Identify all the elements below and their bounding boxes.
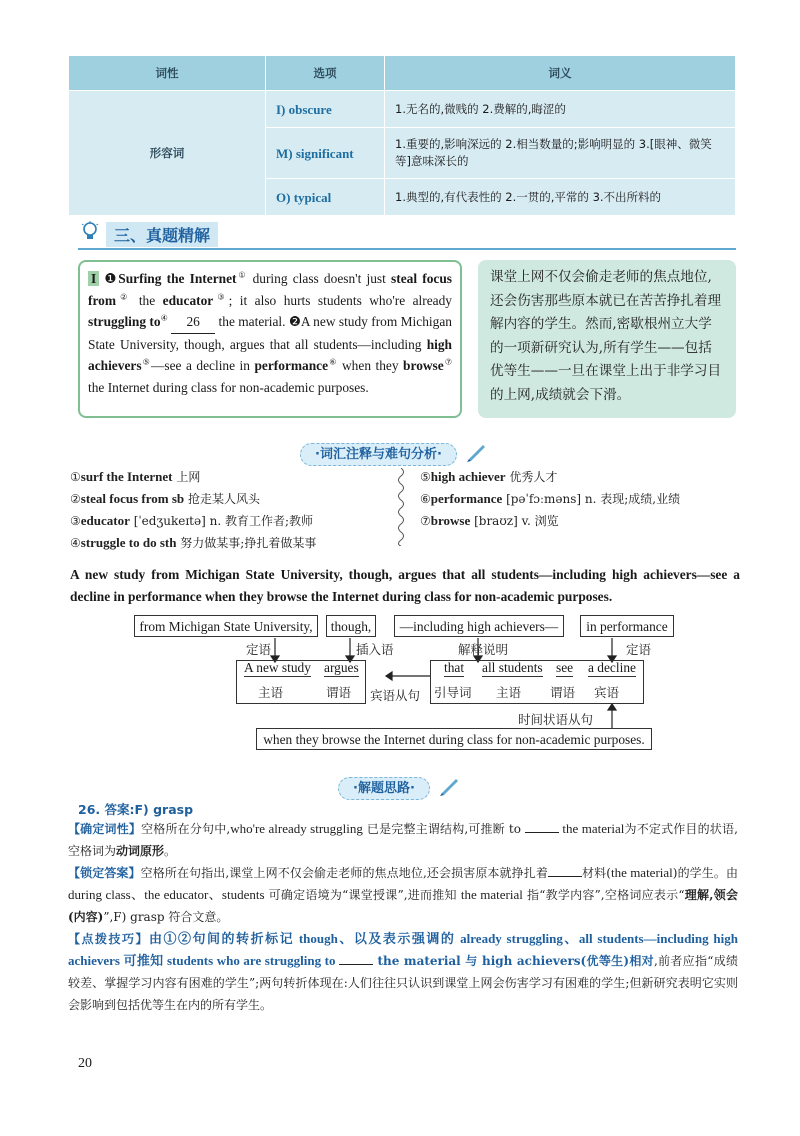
option-cell: M) significant: [266, 128, 385, 179]
word-predicate: argues: [324, 660, 359, 675]
pos-cell: 形容词: [69, 91, 266, 216]
para-text: 可确定语境为“课堂授课”,进而推知: [264, 888, 461, 902]
para-en: during class、the educator、students: [68, 887, 265, 902]
key-phrase: high achievers: [88, 336, 452, 373]
passage-text: —see a decline in: [151, 358, 255, 373]
pen-icon: [439, 774, 461, 796]
box-including: —including high achievers—: [394, 615, 564, 637]
label-subject-2: 主语: [496, 685, 522, 700]
solution-badge-wrap: [338, 770, 457, 796]
meaning-cell: 1.典型的,有代表性的 2.一贯的,平常的 3.不出所料的: [385, 179, 736, 216]
para-tips: [68, 928, 738, 1016]
note-term: surf the Internet: [80, 469, 173, 484]
blank-line: [525, 820, 559, 833]
section-title: 三、真题精解: [106, 222, 218, 247]
tip-tag: 【确定词性】: [68, 822, 142, 836]
para-bold: 理解,领会(内容): [68, 888, 739, 924]
header-pos: 词性: [69, 56, 266, 91]
note-num: ⑤: [420, 470, 431, 484]
tip-tag: 【锁定答案】: [68, 866, 141, 880]
note-def: [pəˈfɔːməns] n. 表现;成绩,业绩: [506, 492, 681, 506]
para-en: the material: [460, 887, 523, 902]
passage-text: the material.: [215, 314, 289, 329]
key-phrase: browse: [403, 358, 444, 373]
label-attributive-1: 定语: [246, 642, 272, 657]
para-en: the material: [558, 821, 625, 836]
word-subject: A new study: [244, 660, 311, 675]
note-num: ②: [70, 492, 81, 506]
word-that: that: [444, 660, 465, 675]
para-text: 空格所在分句中,: [141, 822, 231, 836]
option-cell: I) obscure: [266, 91, 385, 128]
label-predicate-2: 谓语: [550, 685, 576, 700]
box-when-clause: when they browse the Internet during class for non-academic purposes.: [256, 728, 652, 750]
para-en: who're already struggling: [230, 821, 363, 836]
label-explanation: 解释说明: [458, 642, 509, 657]
meaning-cell: 1.重要的,影响深远的 2.相当数量的;影响明显的 3.[眼神、微笑等]意味深长的: [385, 128, 736, 179]
tip-tag: 【点拨技巧】: [68, 932, 150, 946]
note-num: ③: [70, 514, 81, 528]
translation-box: 课堂上网不仅会偷走老师的焦点地位,还会伤害那些原本就已在苦苦挣扎着理解内容的学生。然而,密歇根州立大学的一项新研究认为,所有学生——包括优等生——一旦在课堂上出于非学习目的上网,成绩就会下滑。: [478, 260, 736, 418]
key-phrase: performance: [254, 358, 329, 373]
blank-26: 26: [171, 311, 215, 334]
key-phrase: struggling to: [88, 314, 161, 329]
para-text: )的学生。由: [672, 866, 738, 880]
para-text: 指“教学内容”,空格词应表示“: [522, 888, 685, 902]
note-def: 优秀人才: [509, 470, 558, 484]
label-time-clause: 时间状语从句: [518, 712, 594, 727]
blank-line: [548, 864, 582, 877]
note-term: browse: [430, 513, 471, 528]
passage-text: the: [131, 292, 163, 308]
note-num: ④: [70, 536, 81, 550]
note-def: 上网: [176, 470, 201, 484]
label-object: 宾语: [594, 685, 620, 700]
note-num: ⑥: [420, 492, 431, 506]
note-ref: ①: [236, 270, 248, 280]
long-sentence: A new study from Michigan State University, though, argues that all students—including high achievers—see a decline in performance when they browse the Internet during class for non-academic purposes.: [70, 567, 740, 604]
word-see: see: [556, 660, 574, 675]
note-def: 努力做某事;挣扎着做某事: [180, 536, 317, 550]
passage-text: during class doesn't just: [247, 271, 392, 286]
word-all-students: all students: [482, 660, 543, 675]
vocab-badge: ·词汇注释与难句分析·: [300, 443, 457, 466]
para-determine-pos: [68, 818, 738, 862]
solution-badge: ·解题思路·: [338, 777, 430, 800]
passage-text: the Internet during class for non-academic purposes.: [88, 379, 369, 395]
passage-text: when they: [337, 358, 404, 373]
label-conjunction: 引导词: [434, 685, 472, 700]
meaning-cell: 1.无名的,微贱的 2.费解的,晦涩的: [385, 91, 736, 128]
para-text: ,前者应指“成绩较差、掌握学习内容有困难的学生”;两句转折体现在:人们往往只认识到课堂上网会伤害学习有困难的学生;但新研究表明它实则会影响到包括优等生在内的所有学生。: [68, 954, 739, 1012]
note-ref: ⑤: [141, 357, 151, 367]
key-phrase: steal focus from: [88, 271, 453, 308]
note-term: performance: [430, 491, 503, 506]
roman-numeral: I: [88, 271, 99, 286]
para-en: the material: [610, 865, 673, 880]
note-term: steal focus from sb: [80, 491, 185, 506]
note-num: ⑦: [420, 514, 431, 528]
page-number: 20: [78, 1056, 92, 1071]
blank-line: [339, 952, 373, 965]
header-meaning: 词义: [385, 56, 736, 91]
note-num: ①: [70, 470, 81, 484]
note-ref: ③: [213, 292, 229, 302]
passage-text: ; it also hurts students who're already: [228, 292, 452, 308]
para-text: ”,F) grasp 符合文意。: [103, 910, 229, 924]
note-def: [braʊz] v. 浏览: [474, 514, 559, 528]
note-ref: ④: [160, 313, 168, 323]
passage-text: A new study from Michigan State University, though, argues that all students—including: [88, 314, 452, 352]
sentence-number-1: ❶: [104, 271, 119, 286]
note-ref: ②: [116, 292, 132, 302]
para-text: 。: [164, 844, 177, 858]
word-decline: a decline: [588, 660, 636, 675]
note-ref: ⑦: [443, 357, 453, 367]
para-highlight: the material 与 high achievers(优等生)相对: [373, 954, 654, 968]
label-object-clause: 宾语从句: [370, 688, 421, 703]
key-phrase: educator: [162, 292, 214, 308]
box-performance: in performance: [580, 615, 674, 637]
label-predicate-1: 谓语: [326, 685, 352, 700]
note-term: high achiever: [430, 469, 506, 484]
note-def: 抢走某人风头: [187, 492, 260, 506]
para-text: 已是完整主谓结构,可推断 to: [362, 822, 525, 836]
key-phrase: Surfing the Internet: [118, 271, 237, 286]
label-parenthesis: 插入语: [356, 642, 394, 657]
para-highlight: 由①②句间的转折标记 though、以及表示强调的 already struggling、all students—including high achievers 可推知 students who are struggling to: [68, 931, 738, 968]
option-cell: O) typical: [266, 179, 385, 216]
answer-line: 26. 答案:F) grasp: [78, 802, 194, 817]
note-term: educator: [80, 513, 130, 528]
box-though: though,: [326, 615, 376, 637]
para-text: 材料(: [581, 866, 611, 880]
box-from-msu: from Michigan State University,: [134, 615, 318, 637]
para-lock-answer: [68, 862, 738, 928]
para-text: 为不定式作目的状语,空格词为: [68, 822, 738, 858]
note-def: [ˈedʒukeɪtə] n. 教育工作者;教师: [133, 514, 314, 528]
note-term: struggle to do sth: [80, 535, 177, 550]
para-text: 空格所在句指出,课堂上网不仅会偷走老师的焦点地位,还会损害原本就挣扎着: [140, 866, 548, 880]
note-ref: ⑥: [328, 357, 338, 367]
label-subject-1: 主语: [258, 685, 284, 700]
label-attributive-2: 定语: [626, 642, 652, 657]
para-bold: 动词原形: [116, 844, 165, 858]
header-option: 选项: [266, 56, 385, 91]
sentence-number-2: ❷: [288, 314, 301, 329]
